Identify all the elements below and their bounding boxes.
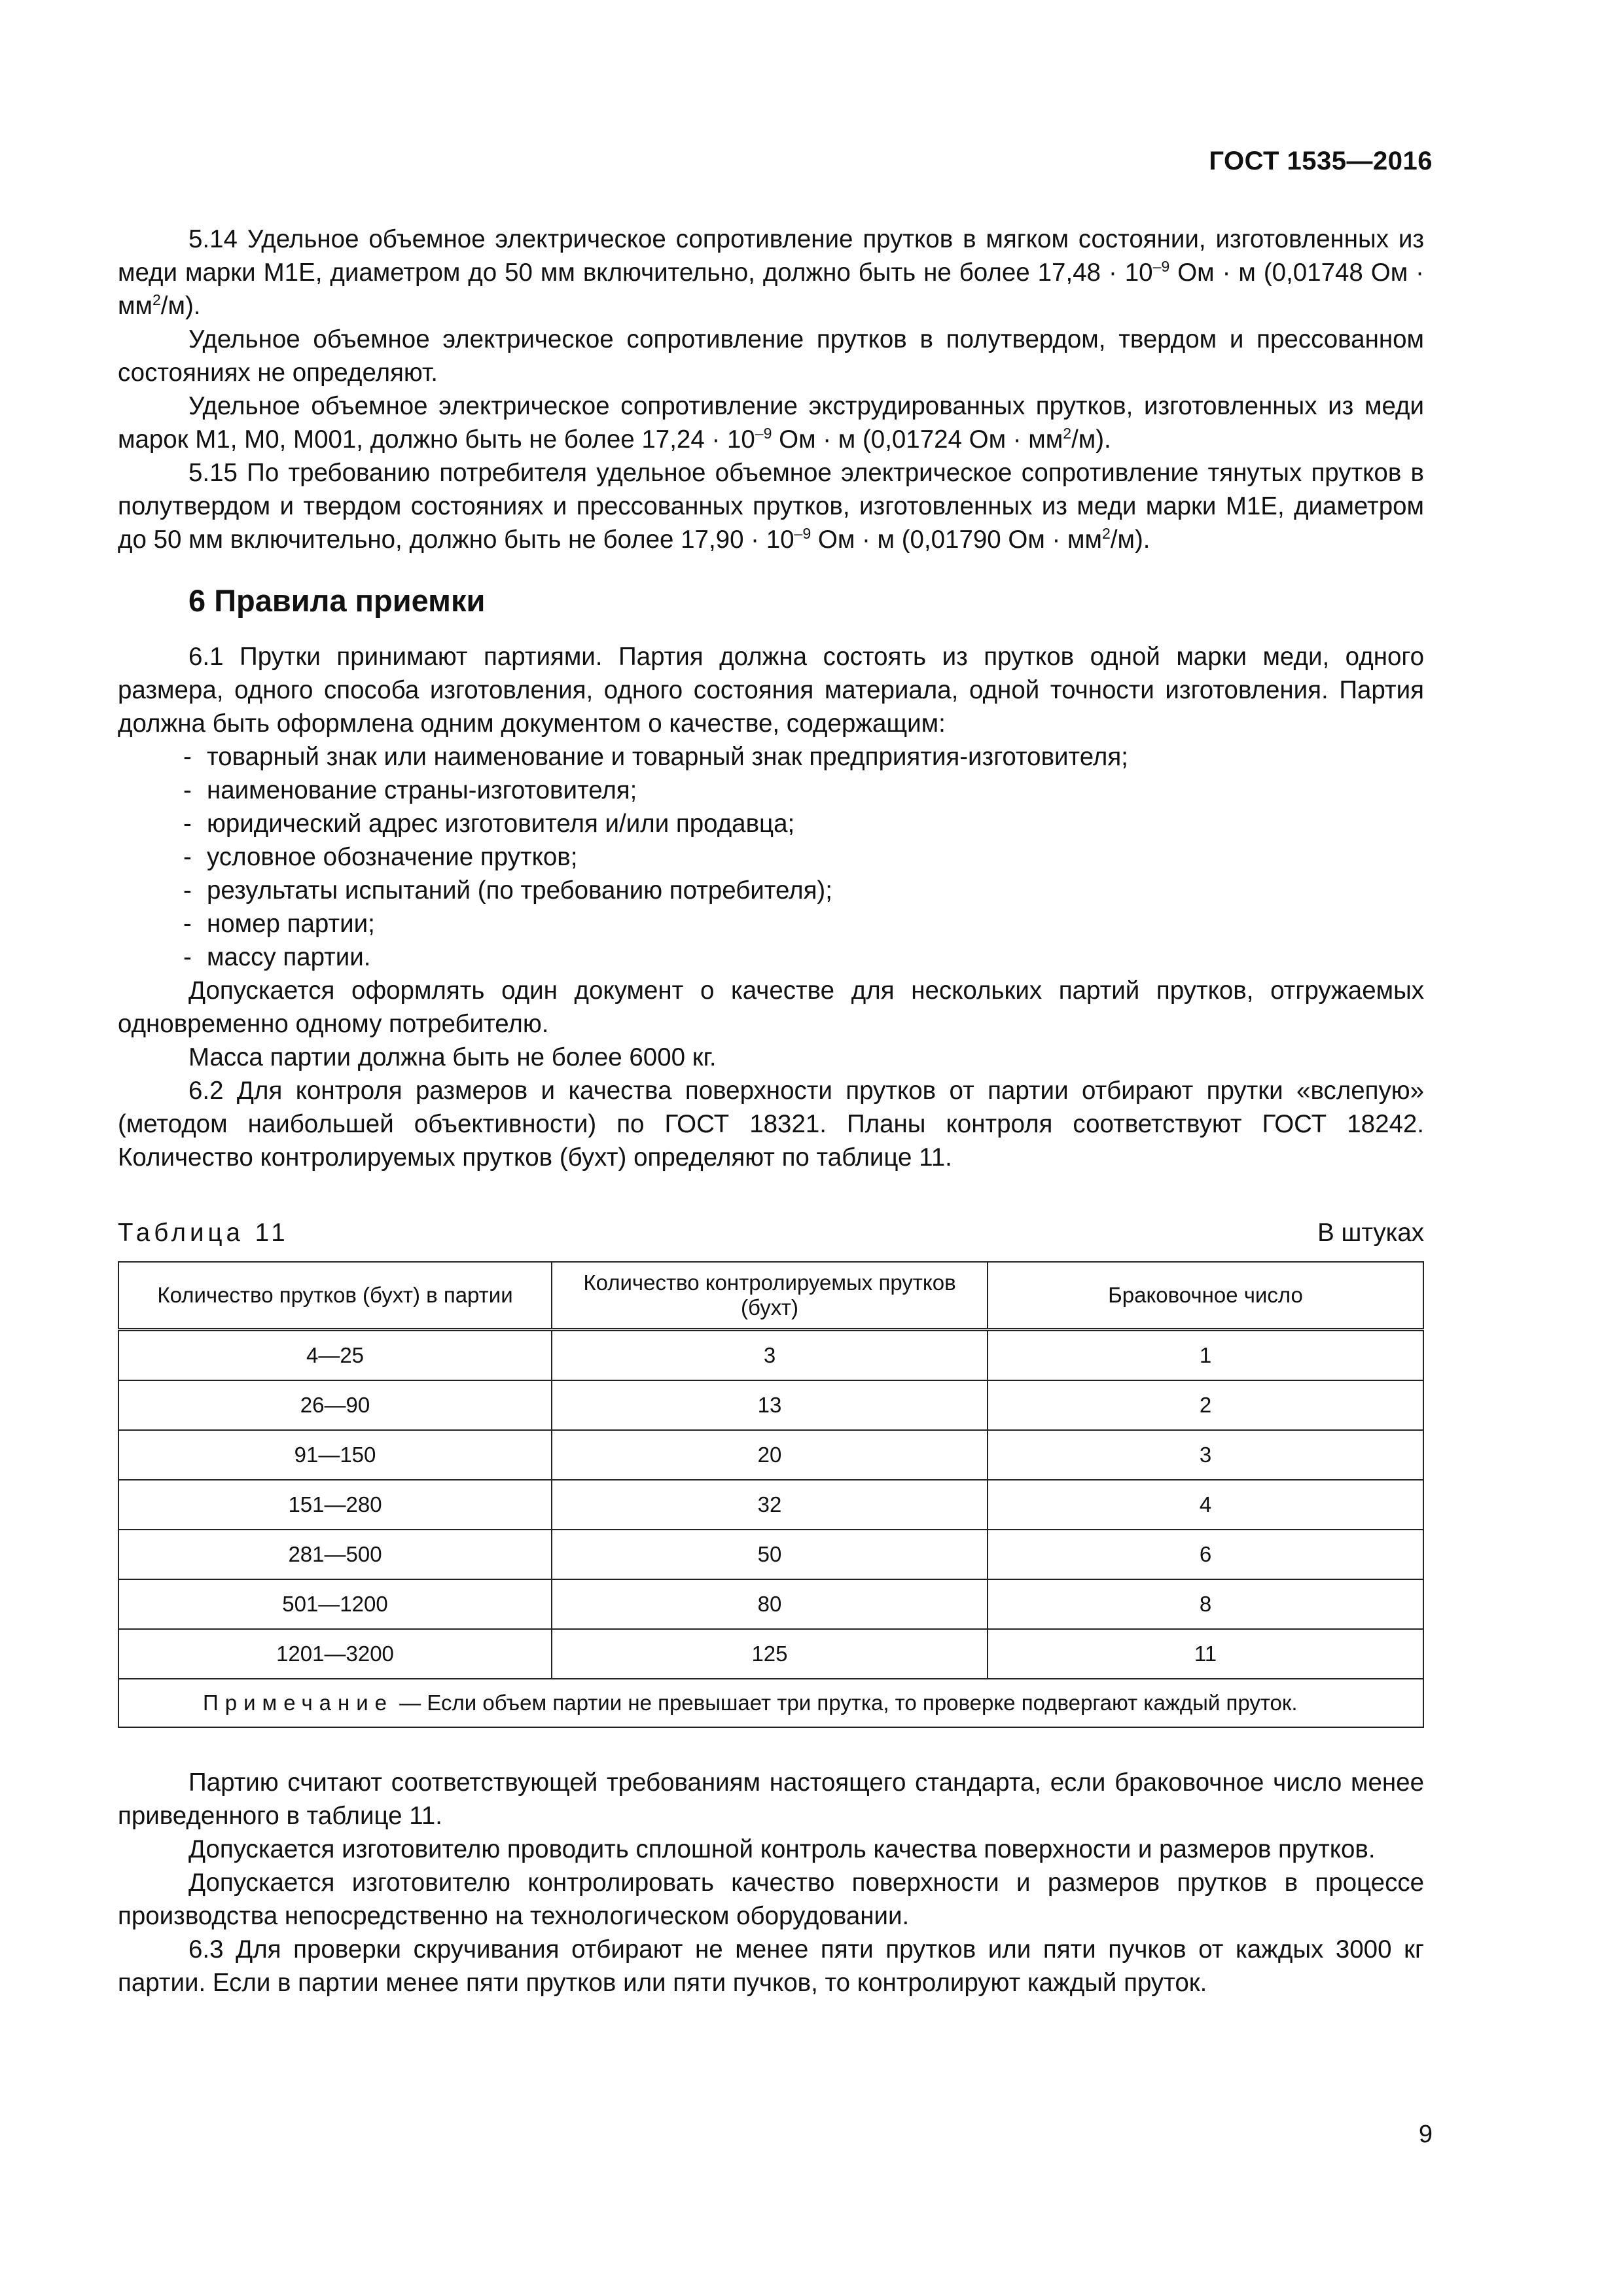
column-header-controlled-count: Количество контролируемых прутков (бухт) — [552, 1262, 988, 1330]
paragraph-6-1: 6.1 Прутки принимают партиями. Партия должна состоять из прутков одной марки меди, одного размера, одного способа изготовления, одного состояния материала, одной точности изготовления. Партия должна быть оформлена одним документом о качестве, содержащим: — [118, 643, 1424, 738]
column-header-batch-size: Количество прутков (бухт) в партии — [118, 1262, 552, 1330]
list-item: - условное обозначение прутков; — [183, 840, 1424, 874]
paragraph-acceptance-criterion: Партию считают соответствующей требованиям настоящего стандарта, если браковочное число менее приведенного в таблице 11. — [118, 1768, 1424, 1830]
table-row — [118, 1629, 1423, 1679]
table-cell: 3 — [552, 1330, 988, 1381]
table-note-label: Примечание — [203, 1691, 394, 1715]
table-caption: Таблица 11 — [118, 1219, 289, 1247]
table-cell: 1201—3200 — [118, 1629, 552, 1679]
table-cell: 6 — [988, 1530, 1423, 1579]
table-cell: 4 — [988, 1480, 1423, 1530]
table-cell: 13 — [552, 1380, 988, 1430]
paragraph-5-14-resistance-not-determined: Удельное объемное электрическое сопротивление прутков в полутвердом, твердом и прессованном состояниях не определяют. — [118, 325, 1424, 387]
paragraph-5-15: 5.15 По требованию потребителя удельное объемное электрическое сопротивление тянутых прутков в полутвердом и твердом состояниях и прессованных прутков, изготовленных из меди марки М1Е, диаметром до 50 мм включительно, должно быть не более $17,90 \cdot 10^{-9}$ Ом · м (0,01790 Ом · $мм^2/м$). — [118, 459, 1424, 554]
table-row — [118, 1380, 1423, 1430]
table-cell: 80 — [552, 1579, 988, 1629]
paragraph-inline-inspection: Допускается изготовителю контролировать качество поверхности и размеров прутков в процессе производства непосредственно на технологическом оборудовании. — [118, 1869, 1424, 1930]
table-cell: 8 — [988, 1579, 1423, 1629]
list-item: - наименование страны-изготовителя; — [183, 774, 1424, 807]
paragraph-5-14: 5.14 Удельное объемное электрическое сопротивление прутков в мягком состоянии, изготовленных из меди марки М1Е, диаметром до 50 мм включительно, должно быть не более $17,48 \cdot 10^{-9}$ Ом · м (0,01748 Ом · $мм^2/м$). — [118, 225, 1424, 320]
table-note-text: — Если объем партии не превышает три прутка, то проверке подвергают каждый пруток. — [393, 1691, 1298, 1715]
table-cell: 1 — [988, 1330, 1423, 1381]
paragraph-6-1-single-document: Допускается оформлять один документ о качестве для нескольких партий прутков, отгружаемых одновременно одному потребителю. — [118, 977, 1424, 1038]
table-row — [118, 1530, 1423, 1579]
table-cell: 4—25 — [118, 1330, 552, 1381]
table-row — [118, 1480, 1423, 1530]
table-note-row — [118, 1679, 1423, 1727]
table-cell: 32 — [552, 1480, 988, 1530]
document-body — [118, 223, 1424, 2000]
list-item: - товарный знак или наименование и товарный знак предприятия-изготовителя; — [183, 740, 1424, 774]
section-6-heading: 6 Правила приемки — [188, 583, 486, 618]
list-item: - номер партии; — [183, 907, 1424, 941]
paragraph-6-1-batch-mass: Масса партии должна быть не более 6000 кг. — [188, 1043, 717, 1071]
paragraph-full-inspection: Допускается изготовителю проводить сплошной контроль качества поверхности и размеров прутков. — [188, 1835, 1376, 1863]
after-table-text — [118, 1766, 1424, 2000]
table-cell: 26—90 — [118, 1380, 552, 1430]
table-cell: 11 — [988, 1629, 1423, 1679]
paragraph-5-14-extruded: Удельное объемное электрическое сопротивление экструдированных прутков, изготовленных из меди марок М1, М0, М001, должно быть не более $17,24 \cdot 10^{-9}$ Ом · м (0,01724 Ом · $мм^2/м$). — [118, 392, 1424, 454]
table-cell: 125 — [552, 1629, 988, 1679]
table-cell: 151—280 — [118, 1480, 552, 1530]
table-row — [118, 1430, 1423, 1480]
table-note — [118, 1679, 1423, 1727]
table-row — [118, 1330, 1423, 1381]
table-cell: 281—500 — [118, 1530, 552, 1579]
table-cell: 20 — [552, 1430, 988, 1480]
paragraph-6-3: 6.3 Для проверки скручивания отбирают не менее пяти прутков или пяти пучков от каждых 3000 кг партии. Если в партии менее пяти прутков или пяти пучков, то контролируют каждый пруток. — [118, 1935, 1424, 1997]
list-item: - юридический адрес изготовителя и/или продавца; — [183, 807, 1424, 840]
table-cell: 501—1200 — [118, 1579, 552, 1629]
table-units: В штуках — [1317, 1219, 1424, 1247]
standard-designation: ГОСТ 1535—2016 — [1209, 147, 1433, 175]
table-row — [118, 1579, 1423, 1629]
paragraph-6-2: 6.2 Для контроля размеров и качества поверхности прутков от партии отбирают прутки «вслепую» (методом наибольшей объективности) по ГОСТ 18321. Планы контроля соответствуют ГОСТ 18242. Количество контролируемых прутков (бухт) определяют по таблице 11. — [118, 1077, 1424, 1172]
table-header-row — [118, 1262, 1423, 1330]
table-cell: 3 — [988, 1430, 1423, 1480]
page-number: 9 — [1418, 2121, 1433, 2148]
table-caption-row — [118, 1216, 1424, 1249]
column-header-rejection-number: Браковочное число — [988, 1262, 1423, 1330]
table-cell: 91—150 — [118, 1430, 552, 1480]
table-cell: 2 — [988, 1380, 1423, 1430]
quality-document-contents-list — [118, 740, 1424, 974]
table-cell: 50 — [552, 1530, 988, 1579]
list-item: - массу партии. — [183, 941, 1424, 974]
list-item: - результаты испытаний (по требованию потребителя); — [183, 874, 1424, 907]
table-11 — [118, 1261, 1424, 1728]
